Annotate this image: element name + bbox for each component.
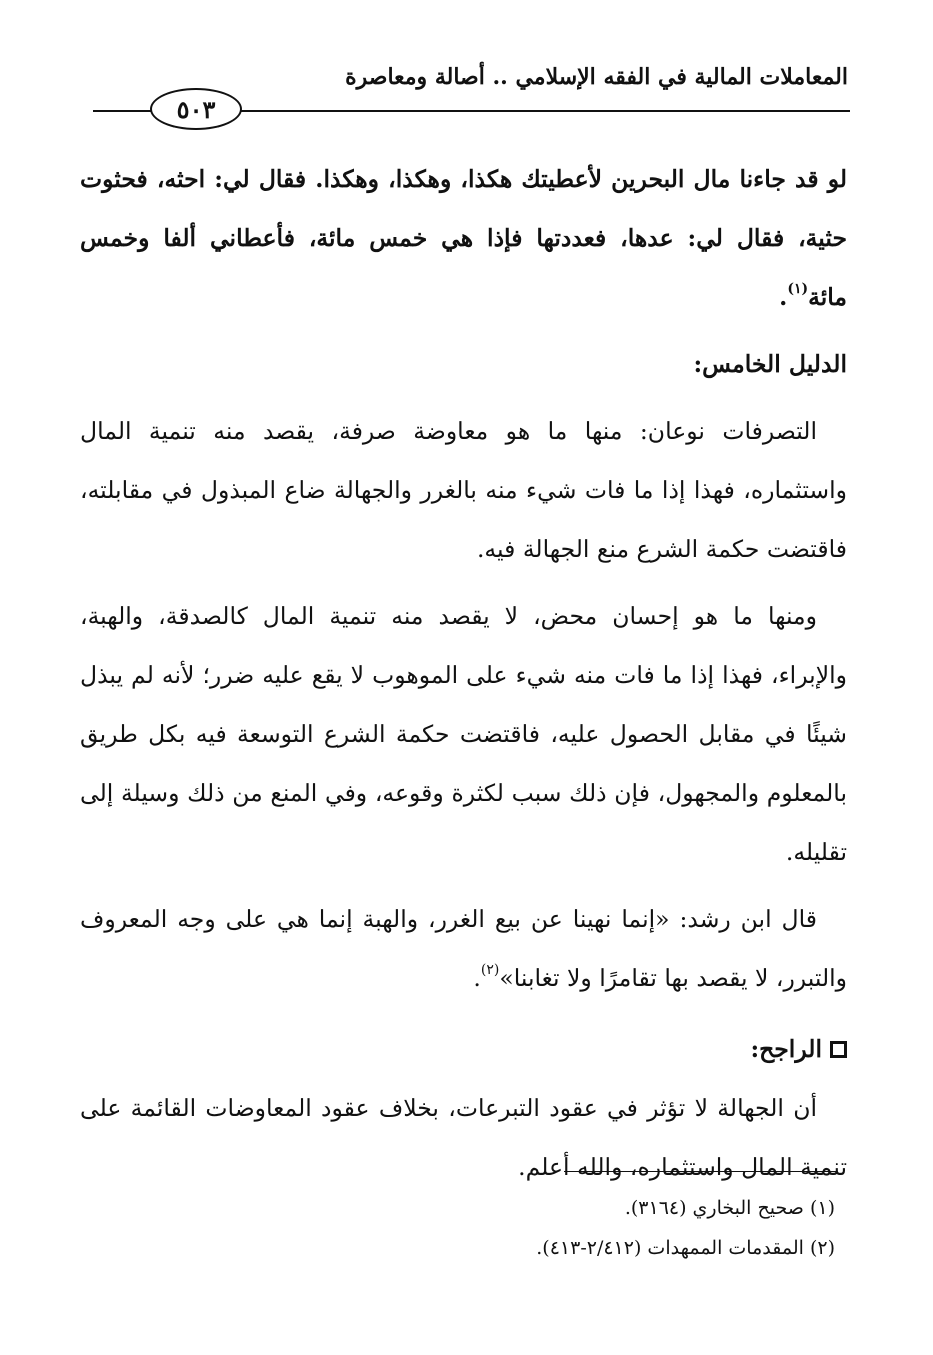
- hadith-paragraph: [80, 150, 847, 327]
- footnote-ref-1: (١): [787, 281, 809, 297]
- footnotes: [235, 1188, 835, 1268]
- hadith-end: .: [779, 283, 788, 311]
- running-title: المعاملات المالية في الفقه الإسلامي .. أصالة ومعاصرة: [345, 64, 848, 90]
- paragraph-3: [80, 890, 847, 1008]
- paragraph-2: ومنها ما هو إحسان محض، لا يقصد منه تنمية المال كالصدقة، والهبة، والإبراء، فهذا إذا ما فات منه شيء على الموهوب لا يقع عليه ضرر؛ لأنه لم يبذل شيئًا في مقابل الحصول عليه، فاقتضت حكمة الشرع التوسعة فيه بكل طريق بالمعلوم والمجهول، فإن ذلك سبب لكثرة وقوعه، وفي المنع من ذلك وسيلة إلى تقليله.: [80, 602, 847, 866]
- quote-end: .: [473, 964, 481, 992]
- paragraph-1: التصرفات نوعان: منها ما هو معاوضة صرفة، يقصد منه تنمية المال واستثماره، فهذا إذا ما فات شيء منه بالغرر والجهالة ضاع المبذول في مقابلته، فاقتضت حكمة الشرع منع الجهالة فيه.: [80, 417, 847, 563]
- square-bullet-icon: [830, 1041, 847, 1058]
- conclusion-paragraph: أن الجهالة لا تؤثر في عقود التبرعات، بخلاف عقود المعاوضات القائمة على تنمية المال واستثماره، والله أعلم.: [80, 1094, 847, 1181]
- footnote-2: (٢) المقدمات الممهدات (٢/٤١٢-٤١٣).: [536, 1237, 835, 1259]
- fifth-evidence-heading: الدليل الخامس:: [693, 350, 847, 378]
- hadith-text: لو قد جاءنا مال البحرين لأعطيتك هكذا، وهكذا، وهكذا. فقال لي: احثه، فحثوت حثية، فقال لي: عدها، فعددتها فإذا هي خمس مائة، فأعطاني ألفا وخمس مائة: [80, 165, 847, 311]
- footnote-1: (١) صحيح البخاري (٣١٦٤).: [624, 1197, 835, 1219]
- page-number: ٥٠٣: [150, 88, 242, 130]
- preferred-heading-label: الراجح:: [750, 1035, 822, 1063]
- ibn-rushd-quote: قال ابن رشد: «إنما نهينا عن بيع الغرر، والهبة إنما هي على وجه المعروف والتبرر، لا يقصد بها تقامرًا ولا تغابنا»: [80, 905, 847, 992]
- footnote-separator: [564, 1171, 837, 1172]
- main-text: [80, 150, 847, 1197]
- preferred-heading: [80, 1020, 847, 1079]
- footnote-ref-2: (٢): [480, 962, 500, 978]
